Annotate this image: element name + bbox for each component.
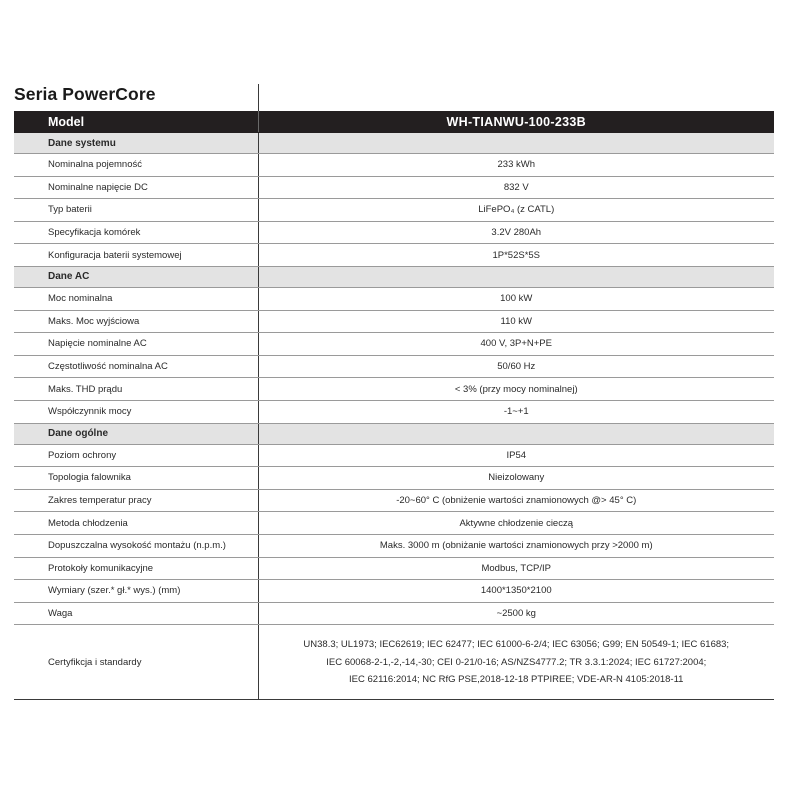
row-value: 50/60 Hz <box>258 355 774 378</box>
certification-line: IEC 60068-2-1,-2,-14,-30; CEI 0-21/0-16; AS/NZS4777.2; TR 3.3.1:2024; IEC 61727:2004; <box>326 656 707 668</box>
table-row <box>14 444 774 467</box>
table-row <box>14 512 774 535</box>
column-divider <box>258 84 259 111</box>
row-value: IP54 <box>258 444 774 467</box>
series-title: Seria PowerCore <box>14 84 156 104</box>
row-value: -20~60° C (obniżenie wartości znamionowych @> 45° C) <box>258 489 774 512</box>
row-value: ~2500 kg <box>258 602 774 625</box>
row-label: Maks. Moc wyjściowa <box>14 310 258 333</box>
section-title: Dane ogólne <box>14 423 258 444</box>
row-label: Konfiguracja baterii systemowej <box>14 244 258 267</box>
section-header-general <box>14 423 774 444</box>
table-row <box>14 557 774 580</box>
row-label: Waga <box>14 602 258 625</box>
table-row <box>14 602 774 625</box>
row-value: Modbus, TCP/IP <box>258 557 774 580</box>
row-label: Maks. THD prądu <box>14 378 258 401</box>
table-row <box>14 355 774 378</box>
row-label: Napięcie nominalne AC <box>14 333 258 356</box>
table-row <box>14 244 774 267</box>
row-value: -1~+1 <box>258 400 774 423</box>
row-label: Specyfikacja komórek <box>14 221 258 244</box>
section-header-system <box>14 133 774 154</box>
row-value: Maks. 3000 m (obniżanie wartości znamionowych przy >2000 m) <box>258 534 774 557</box>
title-row <box>14 84 774 111</box>
row-label: Moc nominalna <box>14 287 258 310</box>
spec-table <box>14 111 774 700</box>
row-value: 100 kW <box>258 287 774 310</box>
certification-value <box>258 625 774 700</box>
row-value: 233 kWh <box>258 154 774 177</box>
row-label: Topologia falownika <box>14 467 258 490</box>
table-row <box>14 199 774 222</box>
row-value: LiFePO₄ (z CATL) <box>258 199 774 222</box>
table-row <box>14 534 774 557</box>
section-header-ac <box>14 266 774 287</box>
row-value: 400 V, 3P+N+PE <box>258 333 774 356</box>
table-row <box>14 489 774 512</box>
table-row <box>14 467 774 490</box>
row-value: 1400*1350*2100 <box>258 580 774 603</box>
table-row <box>14 154 774 177</box>
row-label: Współczynnik mocy <box>14 400 258 423</box>
row-label: Typ baterii <box>14 199 258 222</box>
model-label: Model <box>14 111 258 133</box>
certification-label: Certyfikcja i standardy <box>14 625 258 700</box>
row-value: < 3% (przy mocy nominalnej) <box>258 378 774 401</box>
row-value: 832 V <box>258 176 774 199</box>
spec-sheet <box>14 84 774 700</box>
table-row <box>14 333 774 356</box>
certification-row <box>14 625 774 700</box>
row-label: Metoda chłodzenia <box>14 512 258 535</box>
row-label: Wymiary (szer.* gł.* wys.) (mm) <box>14 580 258 603</box>
table-row <box>14 310 774 333</box>
table-row <box>14 400 774 423</box>
row-label: Nominalna pojemność <box>14 154 258 177</box>
model-header-row <box>14 111 774 133</box>
model-value: WH-TIANWU-100-233B <box>258 111 774 133</box>
table-row <box>14 287 774 310</box>
table-row <box>14 580 774 603</box>
row-value: 3.2V 280Ah <box>258 221 774 244</box>
row-label: Protokoły komunikacyjne <box>14 557 258 580</box>
section-title: Dane AC <box>14 266 258 287</box>
row-label: Nominalne napięcie DC <box>14 176 258 199</box>
row-value: Nieizolowany <box>258 467 774 490</box>
section-title: Dane systemu <box>14 133 258 154</box>
row-label: Dopuszczalna wysokość montażu (n.p.m.) <box>14 534 258 557</box>
row-value: 110 kW <box>258 310 774 333</box>
certification-line: IEC 62116:2014; NC RfG PSE,2018-12-18 PTPIREE; VDE-AR-N 4105:2018-11 <box>349 674 684 686</box>
row-value: Aktywne chłodzenie cieczą <box>258 512 774 535</box>
row-label: Zakres temperatur pracy <box>14 489 258 512</box>
table-row <box>14 378 774 401</box>
row-label: Częstotliwość nominalna AC <box>14 355 258 378</box>
table-row <box>14 176 774 199</box>
table-row <box>14 221 774 244</box>
row-label: Poziom ochrony <box>14 444 258 467</box>
certification-line: UN38.3; UL1973; IEC62619; IEC 62477; IEC 61000-6-2/4; IEC 63056; G99; EN 50549-1; IEC 61683; <box>303 639 730 651</box>
row-value: 1P*52S*5S <box>258 244 774 267</box>
